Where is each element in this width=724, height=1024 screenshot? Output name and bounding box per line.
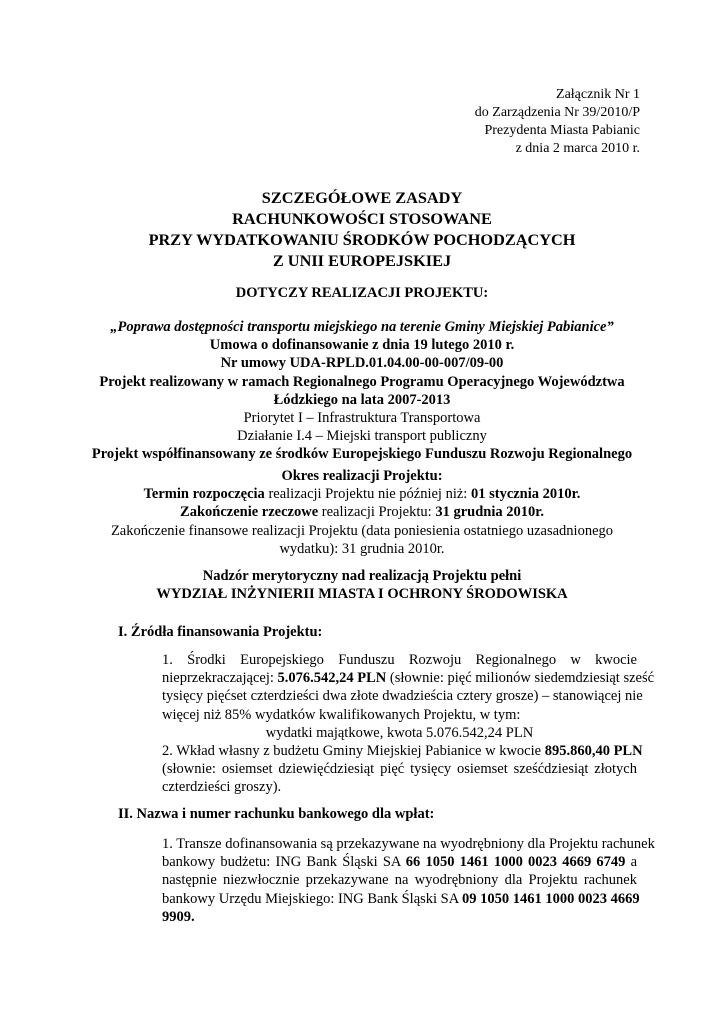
start-term-line (60, 485, 664, 503)
document-title (60, 187, 664, 271)
s2-line-2 (162, 853, 637, 871)
title-line-1: SZCZEGÓŁOWE ZASADY (261, 188, 463, 207)
supervision-note (60, 568, 664, 603)
section-1-body (162, 651, 655, 797)
annex-line-3: Prezydenta Miasta Pabianic (484, 123, 640, 138)
end-term-label: Zakończenie rzeczowe (180, 504, 319, 521)
agreement-number: Nr umowy UDA-RPLD.01.04.00-00-007/09-00 (220, 355, 504, 372)
start-term-text: realizacji Projektu nie później niż: (264, 486, 471, 503)
efrr-amount: 5.076.542,24 PLN (277, 670, 387, 687)
s1-line-8: czterdzieści groszy). (162, 779, 282, 796)
project-subheading: DOTYCZY REALIZACJI PROJEKTU: (235, 285, 489, 301)
office-account-number-end: 9909. (162, 908, 195, 925)
annex-line-4: z dnia 2 marca 2010 r. (515, 141, 640, 156)
cofinance-line: Projekt współfinansowany ze środków Europejskiego Funduszu Rozwoju Regionalnego (91, 446, 633, 463)
start-term-label: Termin rozpoczęcia (143, 486, 265, 503)
annex-line-1: Załącznik Nr 1 (556, 87, 640, 102)
s2-line-2-text-a: bankowy budżetu: ING Bank Śląski SA (162, 854, 406, 871)
s1-line-7: (słownie: osiemset dziewięćdziesiąt pięć tysięcy osiemset sześćdziesiąt złotych (162, 761, 637, 778)
realization-period (60, 467, 664, 558)
title-line-2: RACHUNKOWOŚCI STOSOWANE (232, 209, 492, 228)
program-line-1: Projekt realizowany w ramach Regionalnego Programu Operacyjnego Województwa (99, 373, 625, 390)
end-term-line (60, 503, 664, 521)
start-term-date: 01 stycznia 2010r. (470, 486, 581, 503)
section-2-body (162, 835, 655, 926)
s2-line-3: następnie niezwłocznie przekazywane na wyodrębniony dla Projektu rachunek (162, 872, 637, 889)
supervision-line-2: WYDZIAŁ INŻYNIERII MIASTA I OCHRONY ŚRODOWISKA (156, 585, 568, 602)
s1-line-6 (162, 742, 643, 760)
s1-line-2-text-b: (słownie: pięć milionów siedemdziesiąt sześć (386, 670, 655, 687)
financial-end-line-2: wydatku): 31 grudnia 2010r. (279, 540, 445, 557)
s1-line-2-text-a: nieprzekraczającej: (162, 670, 278, 687)
office-account-number: 09 1050 1461 1000 0023 4669 (462, 890, 640, 907)
action-line: Działanie I.4 – Miejski transport publiczny (237, 428, 487, 445)
s1-line-1: 1. Środki Europejskiego Funduszu Rozwoju Regionalnego w kwocie (162, 652, 637, 668)
s1-line-6-text: 2. Wkład własny z budżetu Gminy Miejskiej Pabianice w kwocie (162, 743, 545, 760)
budget-account-number: 66 1050 1461 1000 0023 4669 6749 (405, 854, 626, 871)
agreement-date: Umowa o dofinansowanie z dnia 19 lutego 2010 r. (209, 337, 515, 354)
title-line-4: Z UNII EUROPEJSKIEJ (272, 251, 452, 270)
priority-line: Priorytet I – Infrastruktura Transportowa (243, 410, 481, 427)
s1-line-3: tysięcy pięćset czterdzieści dwa złote dwadzieścia cztery grosze) – stanowiącej nie (162, 688, 643, 705)
annex-note (475, 86, 640, 158)
own-contribution-amount: 895.860,40 PLN (544, 743, 643, 760)
program-line-2: Łódzkiego na lata 2007-2013 (273, 391, 451, 408)
end-term-date: 31 grudnia 2010r. (435, 504, 544, 521)
s1-line-5: wydatki majątkowe, kwota 5.076.542,24 PLN (265, 724, 534, 741)
section-2-heading: II. Nazwa i numer rachunku bankowego dla wpłat: (118, 806, 435, 822)
title-line-3: PRZY WYDATKOWANIU ŚRODKÓW POCHODZĄCYCH (148, 230, 576, 249)
s1-line-4: więcej niż 85% wydatków kwalifikowanych Projektu, w tym: (162, 706, 521, 723)
section-1-heading: I. Źródła finansowania Projektu: (118, 624, 323, 640)
project-name: „Poprawa dostępności transportu miejskiego na terenie Gminy Miejskiej Pabianice” (110, 319, 614, 335)
s1-line-2 (162, 669, 655, 687)
s2-line-2-text-b: a (625, 854, 638, 871)
financial-end-line-1: Zakończenie finansowe realizacji Projektu (data poniesienia ostatniego uzasadnionego (110, 522, 614, 539)
end-term-text: realizacji Projektu: (318, 504, 436, 521)
period-heading: Okres realizacji Projektu: (281, 468, 443, 484)
project-details (60, 318, 664, 464)
s2-line-1: 1. Transze dofinansowania są przekazywane na wyodrębniony dla Projektu rachunek (162, 836, 655, 852)
s2-line-4-text: bankowy Urzędu Miejskiego: ING Bank Śląski SA (162, 890, 463, 907)
s2-line-4 (162, 890, 640, 908)
supervision-line-1: Nadzór merytoryczny nad realizacją Projektu pełni (202, 568, 522, 584)
annex-line-2: do Zarządzenia Nr 39/2010/P (474, 105, 640, 120)
